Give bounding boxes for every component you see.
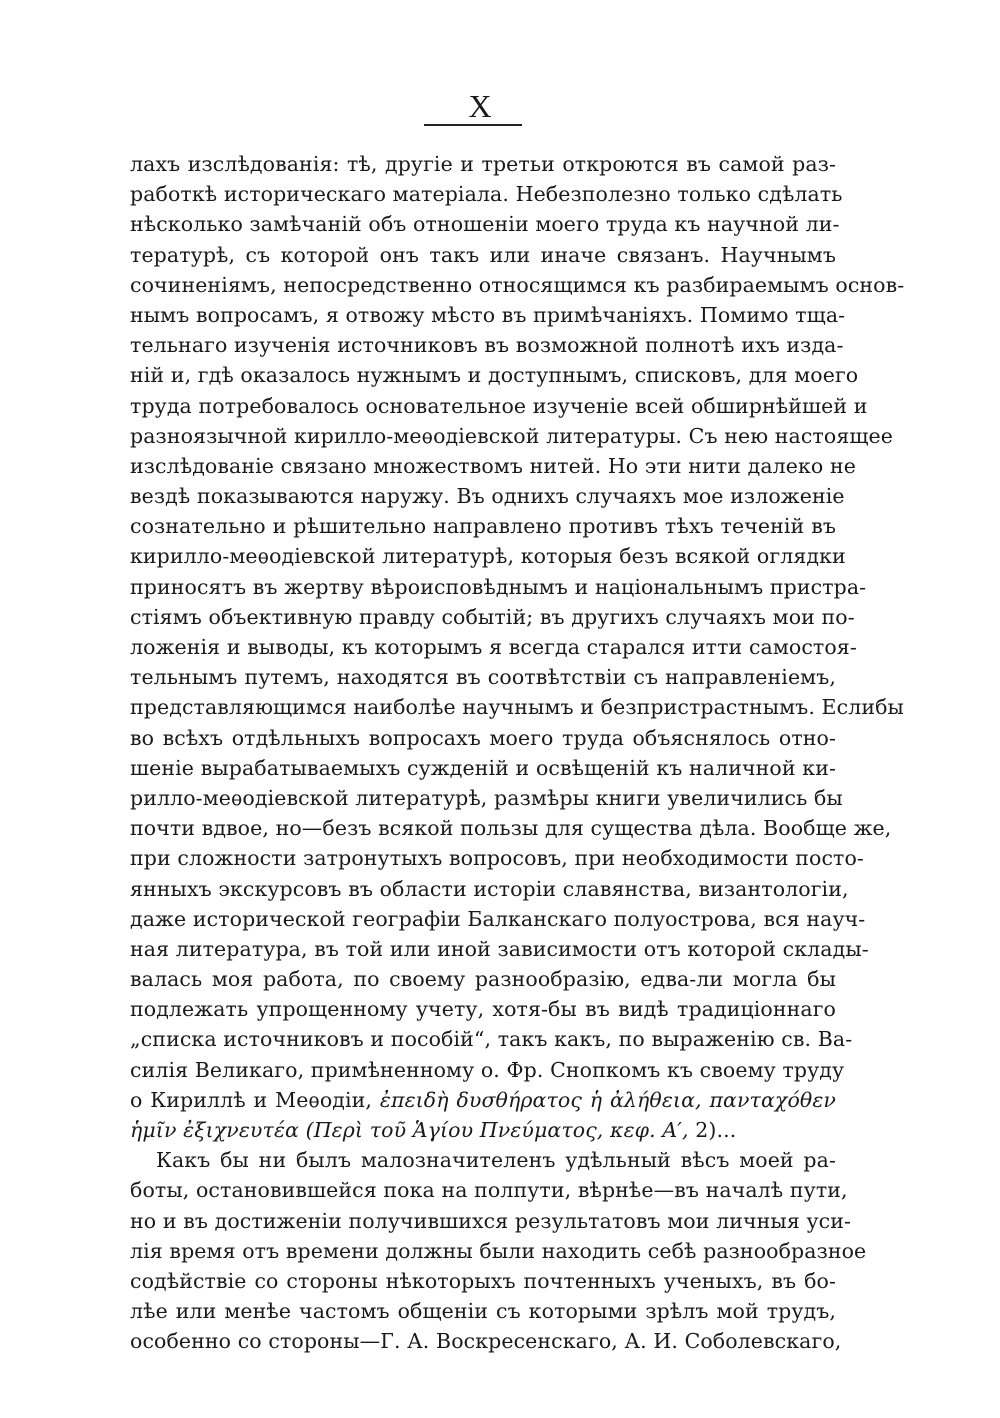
text-line-greek-ref (130, 1115, 836, 1145)
greek-reference: (Περὶ τοῦ Ἁγίου Πνεύματος, κεφ. Α′, (305, 1118, 689, 1142)
text-line: валась моя работа, по своему разнообразію, едва-ли могла бы (130, 967, 836, 992)
text-line: представляющимся наиболѣе научнымъ и безпристрастнымъ. Еслибы (130, 695, 904, 720)
quote-lead: о Кириллѣ и Меѳодіи, (130, 1087, 380, 1112)
text-line: ложенія и выводы, къ которымъ я всегда старался итти самостоя- (130, 635, 857, 659)
text-line: тельнымъ путемъ, находятся въ соотвѣтствіи съ направленіемъ, (130, 665, 836, 690)
text-line: сочиненіямъ, непосредственно относящимся къ разбираемымъ основ- (130, 272, 905, 297)
text-line: тельнаго изученія источниковъ въ возможной полнотѣ ихъ изда- (130, 333, 844, 358)
text-line: боты, остановившейся пока на полпути, вѣрнѣе—въ началѣ пути, (130, 1178, 848, 1203)
text-line: труда потребовалось основательное изученіе всей обширнѣйшей и (130, 393, 868, 418)
page-number: X (468, 88, 492, 124)
greek-quote-end: ἡμῖν ἐξιχνευτέα (130, 1118, 299, 1142)
text-line: приносятъ въ жертву вѣроисповѣднымъ и національнымъ пристра- (130, 574, 867, 599)
text-line: Какъ бы ни былъ малозначителенъ удѣльный вѣсъ моей ра- (156, 1148, 836, 1173)
text-line: но и въ достиженіи получившихся результатовъ мои личныя уси- (130, 1208, 851, 1233)
text-line: подлежать упрощенному учету, хотя-бы въ видѣ традиціоннаго (130, 997, 836, 1022)
text-line: лѣе или менѣе частомъ общеніи съ которыми зрѣлъ мой трудъ, (130, 1299, 836, 1324)
text-line: содѣйствіе со стороны нѣкоторыхъ почтенныхъ ученыхъ, въ бо- (130, 1268, 836, 1293)
text-line: ній и, гдѣ оказалось нужнымъ и доступнымъ, списковъ, для моего (130, 363, 859, 388)
text-line: особенно со стороны—Г. А. Воскресенскаго, А. И. Соболевскаго, (130, 1329, 842, 1354)
text-line: почти вдвое, но—безъ всякой пользы для существа дѣла. Вообще же, (130, 816, 892, 841)
text-line: янныхъ экскурсовъ въ области исторіи славянства, византологіи, (130, 876, 849, 901)
text-line: нѣсколько замѣчаній объ отношеніи моего труда къ научной ли- (130, 212, 840, 237)
text-line: ная литература, въ той или иной зависимости отъ которой склады- (130, 936, 869, 961)
text-line: сознательно и рѣшительно направлено противъ тѣхъ теченій въ (130, 514, 836, 539)
text-line: лія время отъ времени должны были находить себѣ разнообразное (130, 1238, 867, 1263)
text-line: стіямъ объективную правду событій; въ другихъ случаяхъ мои по- (130, 604, 855, 629)
text-line: нымъ вопросамъ, я отвожу мѣсто въ примѣчаніяхъ. Помимо тща- (130, 302, 846, 327)
text-line: во всѣхъ отдѣльныхъ вопросахъ моего труда объяснялось отно- (130, 725, 836, 750)
text-line: разноязычной кирилло-меѳодіевской литературы. Съ нею настоящее (130, 423, 893, 448)
text-line: изслѣдованіе связано множествомъ нитей. Но эти нити далеко не (130, 453, 856, 478)
body-text (130, 149, 905, 1357)
text-line: вездѣ показываются наружу. Въ однихъ случаяхъ мое изложеніе (130, 484, 845, 509)
text-line: лахъ изслѣдованія: тѣ, другіе и третьи откроются въ самой раз- (130, 152, 836, 176)
greek-reference-tail: 2)... (695, 1118, 737, 1142)
text-line: кирилло-меѳодіевской литературѣ, которыя безъ всякой оглядки (130, 544, 846, 569)
text-line: тературѣ, съ которой онъ такъ или иначе связанъ. Научнымъ (130, 242, 836, 267)
header-rule (424, 124, 522, 126)
text-line: шеніе вырабатываемыхъ сужденій и освѣщеній къ наличной ки- (130, 755, 836, 780)
text-line: при сложности затронутыхъ вопросовъ, при необходимости посто- (130, 846, 864, 871)
greek-quote: ἐπειδὴ δυσθήρατος ἡ ἀλήθεια, πανταχόθεν (379, 1087, 836, 1112)
text-line: силія Великаго, примѣненному о. Фр. Снопкомъ къ своему труду (130, 1057, 845, 1082)
text-line: работкѣ историческаго матеріала. Небезполезно только сдѣлать (130, 182, 843, 207)
text-line: рилло-меѳодіевской литературѣ, размѣры книги увеличились бы (130, 785, 843, 810)
text-line: „списка источниковъ и пособій“, такъ какъ, по выраженію св. Ва- (130, 1027, 853, 1052)
text-line: даже исторической географіи Балканскаго полуострова, вся науч- (130, 906, 866, 931)
text-line-greek-quote (130, 1085, 836, 1115)
